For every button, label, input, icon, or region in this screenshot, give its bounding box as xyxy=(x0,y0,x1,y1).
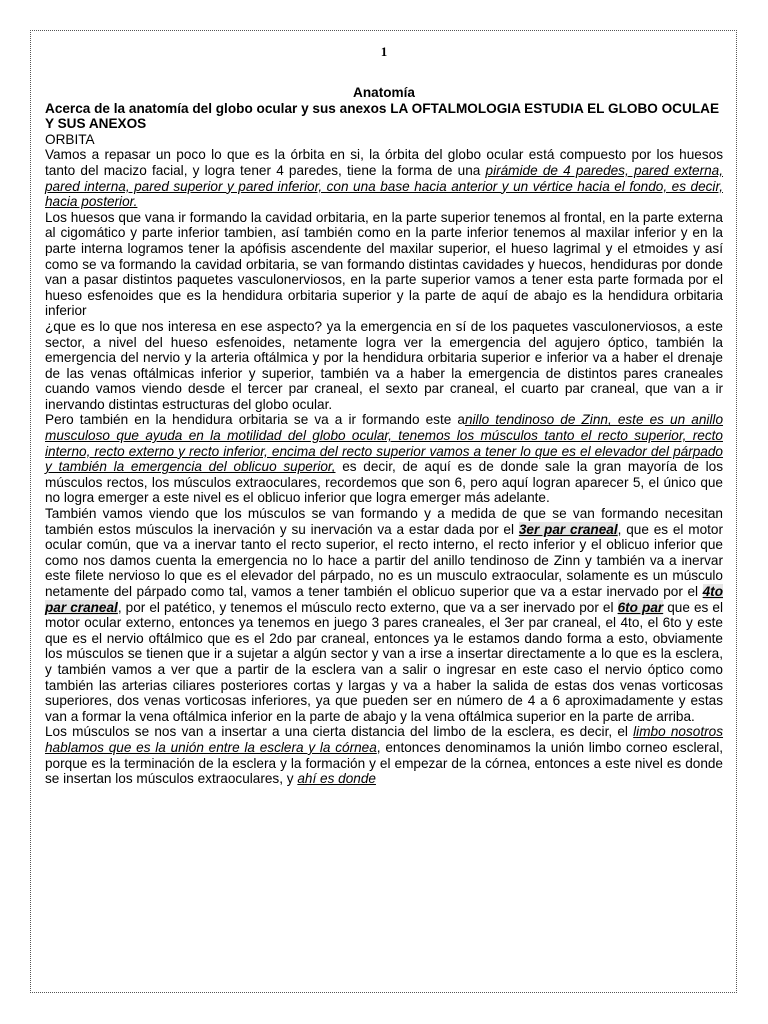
document-heading: Acerca de la anatomía del globo ocular y sus anexos LA OFTALMOLOGIA ESTUDIA EL GLOBO OCULAE Y SUS ANEXOS xyxy=(45,100,720,132)
document-title: Anatomía xyxy=(353,85,415,100)
paragraph-text: Pero también en la hendidura orbitaria se va a ir formando este a xyxy=(45,412,465,428)
paragraph-text: ¿que es lo que nos interesa en ese aspecto? ya la emergencia en sí de los paquetes vasculonerviosos, a este sector, a nivel del hueso esfenoides, netamente logra ver la emergencia del agujero óptico, también la emergencia del nervio y la arteria oftálmica y por la hendidura orbitaria superior e inferior va a haber el drenaje de las venas oftálmicas inferior y superior, también va a haber la emergencia de distintos pares craneales cuando vamos viendo desde el tercer par craneal, el sexto par craneal, el cuarto par craneal, que van a ir inervando distintas estructuras del globo ocular. xyxy=(45,318,723,412)
paragraph-text: que es el motor ocular externo, entonces ya tenemos en juego 3 pares craneales, el 3er par craneal, el 4to, el 6to y este que es el nervio oftálmico que es el 2do par craneal, entonces ya le estamos dando forma a esto, obviamente los músculos se tienen que ir a sujetar a algún sector y van a irse a insertar directamente a lo que es la esclera, y también vamos a ver que a partir de la esclera van a salir o ingresar en este caso el nervio óptico como también las arterias ciliares posteriores cortas y largas y va a haber la salida de estas dos venas vorticosas superiores, dos venas vorticosas inferiores, ya que pueden ser en número de 4 a 6 aproximadamente y estas van a formar la vena oftálmica inferior en la parte de abajo y la vena oftálmica superior en la parte de arriba. xyxy=(45,599,723,724)
paragraph xyxy=(45,724,723,786)
paragraph xyxy=(45,210,723,319)
underlined-text: nillo tendinoso de Zinn, este es un anillo musculoso que ayuda en la motilidad del globo ocular, tenemos los músculos tanto el recto superior, recto interno, recto externo y recto inferior, encima del recto superior vamos a tener lo que es el elevador del párpado y también la emergencia del oblicuo superior, xyxy=(45,412,724,475)
highlighted-term: 3er par craneal xyxy=(518,521,618,537)
paragraph-text: Los músculos se nos van a insertar a una cierta distancia del limbo de la esclera, es decir, el xyxy=(45,724,634,740)
highlighted-term: 6to par xyxy=(617,599,664,615)
page-number: 1 xyxy=(380,44,388,59)
paragraph xyxy=(45,412,723,506)
section-label: ORBITA xyxy=(45,131,95,147)
underlined-text: pirámide de 4 paredes, pared externa, pared interna, pared superior y pared inferior, con una base hacia anterior y un vértice hacia el fondo, es decir, hacia posterior. xyxy=(45,162,724,210)
document-body xyxy=(45,44,723,787)
paragraph-text: , por el patético, y tenemos el músculo recto externo, que va a ser inervado por el xyxy=(117,599,618,615)
paragraph xyxy=(45,319,723,413)
underlined-text: ahí es donde xyxy=(297,771,376,787)
paragraph xyxy=(45,147,723,209)
highlighted-term: 4to par craneal xyxy=(45,584,723,615)
paragraph-text: es decir, de aquí es de donde sale la gran mayoría de los músculos rectos, los músculos extraoculares, recordemos que son 6, pero aquí logran aparecer 5, el único que no logra emerger a este nivel es el oblicuo inferior que logra emerger más adelante. xyxy=(45,459,723,506)
paragraph-text: , entonces denominamos la unión limbo corneo escleral, porque es la terminación de la esclera y la formación y el empezar de la córnea, entonces a este nivel es donde se insertan los músculos extraoculares, y xyxy=(45,739,723,787)
paragraph-text: Los huesos que vana ir formando la cavidad orbitaria, en la parte superior tenemos al frontal, en la parte externa al cigomático y parte inferior tambien, así también como en la parte inferior tenemos al maxilar inferior y en la parte interna logramos tener la apófisis ascendente del maxilar superior, el hueso lagrimal y el etmoides y así como se va formando la cavidad orbitaria, se van formando distintas cavidades y huecos, hendiduras por donde van a pasar distintos paquetes vasculonerviosos, en la parte superior vamos a tener esta parte formada por el hueso esfenoides que es la hendidura orbitaria superior y la parte de aquí de abajo es la hendidura orbitaria inferior xyxy=(45,209,723,319)
paragraph-text: Vamos a repasar un poco lo que es la órbita en si, la órbita del globo ocular está compuesto por los huesos tanto del macizo facial, y logra tener 4 paredes, tiene la forma de una xyxy=(45,147,723,178)
paragraph-text: También vamos viendo que los músculos se van formando y a medida de que se van formando necesitan también estos músculos la inervación y su inervación va a estar dada por el xyxy=(45,506,723,537)
underlined-text: limbo nosotros hablamos que es la unión entre la esclera y la córnea xyxy=(45,724,724,755)
paragraph-text: , que es el motor ocular común, que va a inervar tanto el recto superior, el recto interno, el recto inferior y el oblicuo inferior que como nos damos cuenta la emergencia no lo hace a partir del anillo tendinoso de Zinn y también va a inervar este filete nervioso lo que es el elevador del párpado, no es un musculo extraocular, solamente es un músculo netamente del párpado como tal, vamos a tener también el oblicuo superior que va a estar inervado por el xyxy=(45,521,723,599)
paragraph xyxy=(45,506,723,724)
